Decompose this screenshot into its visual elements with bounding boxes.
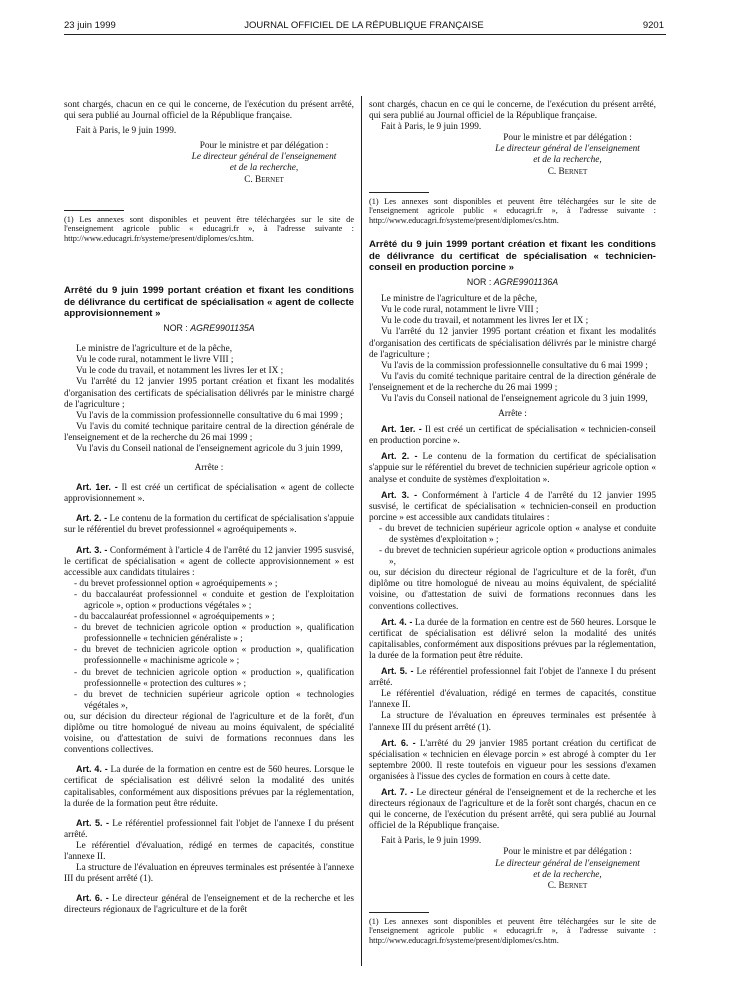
article-label: Art. 6. - [76, 893, 109, 904]
article-5-c: La structure de l'évaluation en épreuves terminales est présentée à l'annexe III du présent arrêté (1). [369, 711, 656, 733]
article-text: Le directeur général de l'enseignement et de la recherche et les directeurs régionaux de l'agriculture et de la forêt sont chargés, chacun en ce qui le concerne, de l'exécution du présent arrêté, qui sera publié au Journal officiel de la République française. [369, 787, 657, 832]
article-6 [64, 893, 354, 916]
titles-list [64, 579, 354, 712]
article-5-c: La structure de l'évaluation en épreuves terminales est présentée à l'annexe III du présent arrêté (1). [64, 863, 354, 885]
visa-item: Vu le code du travail, et notamment les livres Ier et IX ; [381, 316, 589, 327]
article-1 [369, 424, 656, 447]
article-label: Art. 2. - [76, 513, 108, 524]
article-label: Art. 1er. - [76, 482, 118, 493]
article-text: Le contenu de la formation du certificat de spécialisation s'appuie sur le référentiel du brevet de technicien supérieur agricole option « analyse et conduite de systèmes d'exploitation ». [369, 452, 656, 485]
visa-item: Vu l'avis du comité technique paritaire central de la direction générale de l'enseignement et de la recherche du 26 mai 1999 ; [64, 421, 354, 443]
article-3 [64, 545, 354, 579]
signature-title: Le directeur général de l'enseignement [495, 144, 640, 155]
header-page-number: 9201 [642, 20, 664, 31]
nor-code: AGRE9901136A [493, 277, 559, 288]
article-text: Le référentiel professionnel fait l'objet de l'annexe I du présent arrêté. [64, 818, 354, 840]
article-2 [369, 451, 656, 485]
signature-line: Pour le ministre et par délégation : [503, 133, 632, 144]
header-rule [64, 34, 666, 35]
list-item: - du brevet de technicien agricole option « production », qualification professionnelle « protection des cultures » ; [74, 667, 354, 689]
signature-block-2 [369, 847, 656, 891]
visa-item: Vu le code du travail, et notamment les livres Ier et IX ; [76, 366, 284, 377]
article-text: Il est créé un certificat de spécialisation « agent de collecte approvisionnement ». [64, 483, 355, 505]
signature-title-cont: et de la recherche, [229, 163, 299, 174]
footnote: (1) Les annexes sont disponibles et peuvent être téléchargées sur le site de l'enseignement agricole public « educagri.fr », à l'adresse suivante : http://www.educagri.fr/systeme/present/diplomes/cs.htm. [64, 214, 354, 243]
fait-a-paris: Fait à Paris, le 9 juin 1999. [381, 122, 482, 133]
nor-code: AGRE9901135A [190, 323, 255, 334]
closing-paragraph: sont chargés, chacun en ce qui le concerne, de l'exécution du présent arrêté, qui sera publié au Journal officiel de la République française. [369, 100, 656, 122]
article-3 [369, 490, 656, 524]
visa-item: Vu l'avis du comité technique paritaire central de la direction générale de l'enseignement et de la recherche du 26 mai 1999 ; [369, 371, 656, 393]
signature-title-cont: et de la recherche, [533, 155, 602, 166]
decree-title: Arrêté du 9 juin 1999 portant création et fixant les conditions de délivrance du certificat de spécialisation « technicien-conseil en production porcine » [369, 239, 656, 273]
list-item: - du brevet de technicien supérieur agricole option « productions animales », [379, 546, 656, 568]
article-label: Art. 5. - [381, 666, 414, 677]
left-column [64, 100, 354, 916]
page-header [64, 20, 664, 34]
article-5-b: Le référentiel d'évaluation, rédigé en termes de capacités, constitue l'annexe II. [64, 840, 354, 862]
list-item: - du brevet professionnel option « agroéquipements » ; [74, 578, 278, 589]
article-label: Art. 6. - [381, 737, 416, 748]
article-text: Il est créé un certificat de spécialisation « technicien-conseil en production porcine ». [369, 425, 657, 447]
decree-title: Arrêté du 9 juin 1999 portant création et fixant les conditions de délivrance du certificat de spécialisation « agent de collecte approvisionnement » [64, 285, 354, 319]
list-item: - du brevet de technicien agricole option « production », qualification professionnelle « machinisme agricole » ; [74, 645, 354, 667]
right-column [369, 100, 656, 946]
article-3-end: ou, sur décision du directeur régional de l'agriculture et de la forêt, d'un diplôme ou titre homologué de niveau au moins équivalent, de spécialité voisine, ou d'attestation de suivi de formations reconnues dans les conventions collectives. [64, 711, 354, 756]
visa-item: Vu l'arrêté du 12 janvier 1995 portant création et fixant les modalités d'organisation des certificats de spécialisation délivrés par le ministre chargé de l'agriculture ; [369, 327, 656, 360]
nor-reference [64, 323, 354, 334]
article-label: Art. 2. - [381, 451, 418, 462]
signature-name: C. Bernet [244, 174, 284, 185]
signature-block [369, 133, 656, 177]
arrete-heading: Arrête : [194, 463, 224, 474]
footnote-rule [64, 210, 124, 211]
visa-item: Vu le code rural, notamment le livre VIII ; [76, 355, 234, 366]
header-journal-title: JOURNAL OFFICIEL DE LA RÉPUBLIQUE FRANÇAISE [244, 20, 484, 31]
footnote-2: (1) Les annexes sont disponibles et peuvent être téléchargées sur le site de l'enseignement agricole public « educagri.fr », à l'adresse suivante : http://www.educagri.fr/systeme/present/diplomes/cs.htm. [369, 916, 656, 946]
closing-paragraph: sont chargés, chacun en ce qui le concerne, de l'exécution du présent arrêté, qui sera publié au Journal officiel de la République française. [64, 100, 354, 122]
article-text: La durée de la formation en centre est de 560 heures. Lorsque le certificat de spécialisation est délivré selon la modalité des unités capitalisables, conformément aux dispositions prévues par la réglementation, la durée de la formation peut être réduite. [369, 617, 656, 661]
article-label: Art. 3. - [381, 489, 418, 500]
visa-item: Vu le code rural, notamment le livre VIII ; [381, 305, 539, 316]
article-4 [369, 617, 656, 662]
nor-reference [369, 277, 656, 288]
article-text: Conformément à l'article 4 de l'arrêté du 12 janvier 1995 susvisé, le certificat de spécialisation « technicien-conseil en production porcine » est accessible aux candidats titulaires : [369, 490, 656, 523]
article-4 [64, 764, 354, 809]
article-text: La durée de la formation en centre est de 560 heures. Lorsque le certificat de spécialisation est délivré selon la modalité des unités capitalisables, conformément aux dispositions prévues par la réglementation, la durée de la formation peut être réduite. [64, 765, 354, 809]
visa-list [369, 294, 656, 405]
article-text: Le référentiel professionnel fait l'objet de l'annexe I du présent arrêté. [369, 667, 656, 689]
article-6 [369, 738, 656, 783]
list-item: - du baccalauréat professionnel « conduite et gestion de l'exploitation agricole », option « productions végétales » ; [74, 589, 354, 612]
visa-item: Vu l'avis du Conseil national de l'enseignement agricole du 3 juin 1999, [76, 443, 343, 454]
article-text: Le directeur général de l'enseignement et de la recherche et les directeurs régionaux de l'agriculture et de la forêt [64, 894, 354, 916]
footnote-rule [369, 192, 429, 193]
article-text: L'arrêté du 29 janvier 1985 portant création du certificat de spécialisation « technicien en élevage porcin » est abrogé à compter du 1er septembre 2000. Il reste toutefois en vigueur pour les sessions d'examen organisées à l'issue des cycles de formation en cours à cette date. [369, 738, 656, 782]
article-5 [369, 666, 656, 689]
visa-item: Vu l'avis du Conseil national de l'enseignement agricole du 3 juin 1999, [381, 393, 648, 404]
signature-title: Le directeur général de l'enseignement [495, 858, 640, 869]
list-item: - du brevet de technicien agricole option « production », qualification professionnelle « technicien généraliste » ; [74, 623, 354, 645]
titles-list [369, 524, 656, 568]
visa-item: Vu l'avis de la commission professionnelle consultative du 6 mai 1999 ; [76, 410, 343, 421]
visa-list [64, 344, 354, 455]
column-divider [361, 96, 362, 966]
article-7 [369, 787, 656, 832]
article-label: Art. 4. - [76, 764, 108, 775]
list-item: - du brevet de technicien supérieur agricole option « analyse et conduite de systèmes d'exploitation » ; [379, 523, 656, 546]
article-label: Art. 4. - [381, 616, 413, 627]
fait-a-paris-2: Fait à Paris, le 9 juin 1999. [381, 836, 482, 847]
article-5 [64, 818, 354, 841]
article-label: Art. 7. - [381, 786, 414, 797]
signature-block [64, 141, 354, 185]
signature-title: Le directeur général de l'enseignement [191, 152, 337, 163]
visa-item: Le ministre de l'agriculture et de la pêche, [76, 344, 233, 355]
article-text: Le contenu de la formation du certificat de spécialisation s'appuie sur le référentiel du brevet professionnel « agroéquipements ». [64, 514, 354, 536]
visa-item: Le ministre de l'agriculture et de la pêche, [381, 294, 538, 305]
article-2 [64, 513, 354, 536]
footnote: (1) Les annexes sont disponibles et peuvent être téléchargées sur le site de l'enseignement agricole public « educagri.fr », à l'adresse suivante : http://www.educagri.fr/systeme/present/diplomes/cs.htm. [369, 196, 656, 225]
arrete-heading: Arrête : [498, 409, 527, 420]
header-date: 23 juin 1999 [64, 20, 116, 31]
nor-label: NOR : [466, 277, 492, 288]
list-item: - du brevet de technicien supérieur agricole option « technologies végétales », [74, 689, 354, 711]
footnote-rule [369, 912, 429, 913]
article-label: Art. 5. - [76, 817, 109, 828]
fait-a-paris: Fait à Paris, le 9 juin 1999. [76, 126, 177, 137]
article-label: Art. 1er. - [381, 424, 422, 435]
visa-item: Vu l'avis de la commission professionnelle consultative du 6 mai 1999 ; [381, 360, 648, 371]
nor-label: NOR : [163, 323, 188, 334]
signature-line: Pour le ministre et par délégation : [199, 141, 329, 152]
signature-line: Pour le ministre et par délégation : [503, 847, 632, 858]
signature-title-cont: et de la recherche, [533, 869, 602, 880]
article-3-end: ou, sur décision du directeur régional de l'agriculture et de la forêt, d'un diplôme ou titre homologué de niveau au moins équivalent, de spécialité voisine, ou d'attestation de suivi de formations reconnues dans les conventions collectives. [369, 568, 656, 612]
article-text: Conformément à l'article 4 de l'arrêté du 12 janvier 1995 susvisé, le certificat de spécialisation « agent de collecte approvisionnement » est accessible aux candidats titulaires : [64, 545, 354, 578]
article-5-b: Le référentiel d'évaluation, rédigé en termes de capacités, constitue l'annexe II. [369, 689, 656, 711]
list-item: - du baccalauréat professionnel « agroéquipements » ; [74, 612, 275, 623]
signature-name: C. Bernet [547, 166, 588, 177]
signature-name: C. Bernet [547, 880, 588, 891]
article-label: Art. 3. - [76, 544, 108, 555]
article-1 [64, 482, 354, 505]
visa-item: Vu l'arrêté du 12 janvier 1995 portant création et fixant les modalités d'organisation des certificats de spécialisation délivrés par le ministre chargé de l'agriculture ; [64, 377, 354, 410]
